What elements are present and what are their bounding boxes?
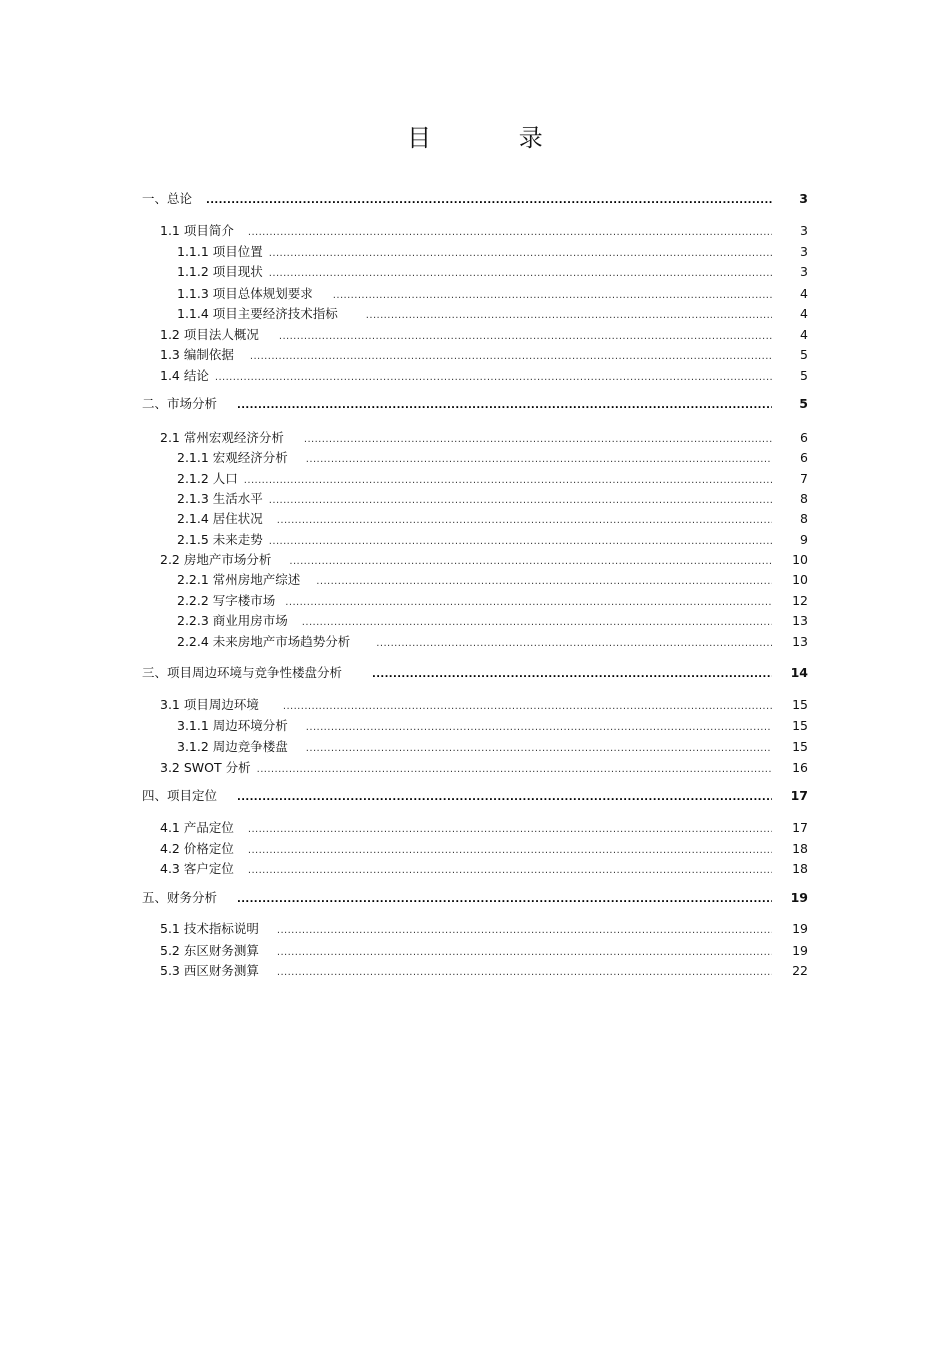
toc-entry[interactable] <box>160 920 808 938</box>
dot-leader <box>269 533 772 551</box>
toc-entry-label: 2.2.4 未来房地产市场趋势分析 <box>177 634 351 649</box>
toc-entry-page-number: 3 <box>799 191 808 206</box>
toc-entry[interactable] <box>160 962 808 980</box>
toc-entry-label: 3.1.2 周边竞争楼盘 <box>177 739 288 754</box>
toc-entry-label: 二、市场分析 <box>142 396 218 411</box>
toc-entry-page-number: 18 <box>792 861 808 876</box>
toc-entry-page-number: 12 <box>792 593 808 608</box>
dot-leader <box>277 922 772 940</box>
toc-entry-label: 1.1.1 项目位置 <box>177 244 263 259</box>
toc-entry[interactable] <box>177 490 808 508</box>
toc-entry-page-number: 4 <box>800 286 808 301</box>
dot-leader <box>215 369 772 387</box>
toc-entry-page-number: 15 <box>792 718 808 733</box>
toc-entry-page-number: 5 <box>799 396 808 411</box>
toc-entry[interactable] <box>160 222 808 240</box>
toc-entry-label: 1.2 项目法人概况 <box>160 327 259 342</box>
toc-entry[interactable] <box>177 263 808 281</box>
toc-entry[interactable] <box>160 860 808 878</box>
toc-entry[interactable] <box>177 633 808 651</box>
dot-leader <box>248 224 772 242</box>
toc-entry-label: 2.1.4 居住状况 <box>177 511 263 526</box>
dot-leader <box>269 265 772 283</box>
toc-entry-label: 五、财务分析 <box>142 890 218 905</box>
toc-entry-page-number: 10 <box>792 572 808 587</box>
toc-entry-page-number: 13 <box>792 634 808 649</box>
toc-entry-label: 4.1 产品定位 <box>160 820 234 835</box>
toc-entry[interactable] <box>160 942 808 960</box>
toc-entry-label: 1.1 项目简介 <box>160 223 234 238</box>
dot-leader <box>376 635 772 653</box>
toc-entry-page-number: 16 <box>792 760 808 775</box>
toc-entry-page-number: 3 <box>800 244 808 259</box>
toc-entry[interactable] <box>160 696 808 714</box>
dot-leader <box>250 348 772 366</box>
toc-entry[interactable] <box>160 759 808 777</box>
toc-entry-page-number: 19 <box>792 921 808 936</box>
dot-leader <box>306 740 772 758</box>
toc-entry-label: 2.1.2 人口 <box>177 471 238 486</box>
dot-leader <box>277 944 772 962</box>
dot-leader <box>285 594 772 612</box>
toc-entry-label: 5.3 西区财务测算 <box>160 963 259 978</box>
toc-entry[interactable] <box>177 571 808 589</box>
toc-entry[interactable] <box>177 285 808 303</box>
toc-entry-label: 一、总论 <box>142 191 193 206</box>
toc-entry[interactable] <box>160 819 808 837</box>
toc-entry[interactable] <box>177 738 808 756</box>
toc-entry-label: 2.2.1 常州房地产综述 <box>177 572 301 587</box>
toc-entry[interactable] <box>177 243 808 261</box>
toc-entry[interactable] <box>142 787 808 805</box>
toc-entry-label: 2.1.5 未来走势 <box>177 532 263 547</box>
dot-leader <box>279 328 772 346</box>
toc-entry[interactable] <box>160 551 808 569</box>
dot-leader <box>289 553 772 571</box>
toc-entry-page-number: 6 <box>800 430 808 445</box>
toc-entry-page-number: 4 <box>800 306 808 321</box>
toc-entry-page-number: 5 <box>800 347 808 362</box>
toc-entry-page-number: 3 <box>800 223 808 238</box>
toc-entry-page-number: 8 <box>800 491 808 506</box>
toc-entry-page-number: 17 <box>790 788 808 803</box>
dot-leader <box>316 573 772 591</box>
toc-entry[interactable] <box>142 190 808 208</box>
toc-entry-label: 4.2 价格定位 <box>160 841 234 856</box>
toc-entry-label: 2.2.3 商业用房市场 <box>177 613 288 628</box>
toc-entry-label: 3.2 SWOT 分析 <box>160 760 251 775</box>
toc-entry-page-number: 8 <box>800 511 808 526</box>
toc-entry-label: 2.2 房地产市场分析 <box>160 552 272 567</box>
toc-entry[interactable] <box>142 664 808 682</box>
dot-leader <box>237 891 772 909</box>
toc-entry[interactable] <box>177 531 808 549</box>
toc-entry-page-number: 19 <box>790 890 808 905</box>
toc-entry-page-number: 15 <box>792 739 808 754</box>
toc-entry-label: 四、项目定位 <box>142 788 218 803</box>
page-title: 目 录 <box>407 124 583 152</box>
toc-entry-page-number: 10 <box>792 552 808 567</box>
toc-entry[interactable] <box>177 470 808 488</box>
toc-entry-label: 1.1.4 项目主要经济技术指标 <box>177 306 338 321</box>
toc-entry[interactable] <box>160 326 808 344</box>
toc-entry-label: 2.1.1 宏观经济分析 <box>177 450 288 465</box>
dot-leader <box>306 719 772 737</box>
dot-leader <box>304 431 772 449</box>
dot-leader <box>277 512 772 530</box>
dot-leader <box>237 789 772 807</box>
toc-entry-page-number: 19 <box>792 943 808 958</box>
toc-entry-label: 1.4 结论 <box>160 368 209 383</box>
toc-entry[interactable] <box>177 592 808 610</box>
toc-entry-label: 1.1.3 项目总体规划要求 <box>177 286 313 301</box>
toc-entry-page-number: 5 <box>800 368 808 383</box>
toc-entry[interactable] <box>177 717 808 735</box>
toc-entry[interactable] <box>160 346 808 364</box>
dot-leader <box>366 307 772 325</box>
toc-entry[interactable] <box>177 612 808 630</box>
toc-entry-page-number: 17 <box>792 820 808 835</box>
toc-entry-page-number: 13 <box>792 613 808 628</box>
toc-entry[interactable] <box>142 889 808 907</box>
dot-leader <box>269 492 772 510</box>
dot-leader <box>237 397 772 415</box>
dot-leader <box>257 761 772 779</box>
toc-entry[interactable] <box>160 840 808 858</box>
toc-entry[interactable] <box>160 367 808 385</box>
toc-entry-label: 2.1.3 生活水平 <box>177 491 263 506</box>
dot-leader <box>244 472 772 490</box>
toc-entry-page-number: 22 <box>792 963 808 978</box>
dot-leader <box>302 614 772 632</box>
toc-entry-label: 3.1 项目周边环境 <box>160 697 259 712</box>
dot-leader <box>372 666 772 684</box>
toc-entry-label: 1.1.2 项目现状 <box>177 264 263 279</box>
toc-entry[interactable] <box>177 510 808 528</box>
toc-entry-label: 2.1 常州宏观经济分析 <box>160 430 284 445</box>
toc-entry-label: 4.3 客户定位 <box>160 861 234 876</box>
dot-leader <box>306 451 772 469</box>
toc-entry-label: 三、项目周边环境与竞争性楼盘分析 <box>142 665 343 680</box>
dot-leader <box>277 964 772 982</box>
toc-entry[interactable] <box>160 429 808 447</box>
dot-leader <box>248 821 772 839</box>
toc-entry[interactable] <box>177 305 808 323</box>
toc-entry-page-number: 6 <box>800 450 808 465</box>
toc-entry-label: 3.1.1 周边环境分析 <box>177 718 288 733</box>
dot-leader <box>248 842 772 860</box>
dot-leader <box>283 698 772 716</box>
toc-entry-page-number: 15 <box>792 697 808 712</box>
toc-entry-page-number: 7 <box>800 471 808 486</box>
toc-entry-label: 5.2 东区财务测算 <box>160 943 259 958</box>
toc-entry[interactable] <box>142 395 808 413</box>
dot-leader <box>269 245 772 263</box>
toc-entry-label: 5.1 技术指标说明 <box>160 921 259 936</box>
toc-entry-page-number: 18 <box>792 841 808 856</box>
toc-entry-page-number: 9 <box>800 532 808 547</box>
dot-leader <box>333 287 772 305</box>
toc-entry-label: 2.2.2 写字楼市场 <box>177 593 276 608</box>
toc-entry-page-number: 4 <box>800 327 808 342</box>
toc-entry[interactable] <box>177 449 808 467</box>
toc-entry-page-number: 14 <box>790 665 808 680</box>
toc-entry-page-number: 3 <box>800 264 808 279</box>
dot-leader <box>248 862 772 880</box>
toc-entry-label: 1.3 编制依据 <box>160 347 234 362</box>
dot-leader <box>206 192 772 210</box>
